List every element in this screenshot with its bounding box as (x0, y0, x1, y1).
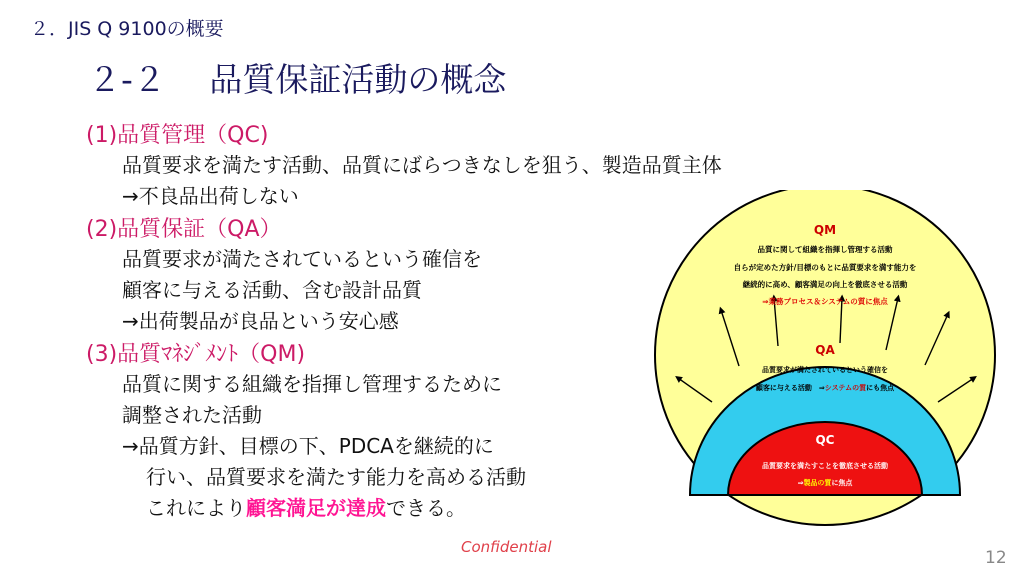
qm-focus: ⇒業務プロセス＆システムの質に焦点 (762, 297, 888, 306)
item-line: 顧客に与える活動、含む設計品質 (122, 278, 422, 302)
item-heading-qa: (2)品質保証（QA） (86, 217, 282, 242)
quality-concept-diagram (640, 190, 1000, 530)
qc-line2 (798, 478, 854, 487)
qc-line2-suffix: に焦点 (831, 479, 853, 487)
item-line-conclusion (146, 492, 466, 521)
conclusion-highlight: 顧客満足が達成 (246, 496, 386, 520)
item-line: 品質要求を満たす活動、品質にばらつきなしを狙う、製造品質主体 (122, 153, 722, 177)
qa-line2-prefix: 顧客に与える活動 ⇒ (755, 384, 825, 392)
qm-label: QM (813, 223, 837, 237)
qc-label: QC (815, 433, 835, 447)
qm-line3: 継続的に高め、顧客満足の向上を徹底させる活動 (742, 280, 908, 289)
item-line: →不良品出荷しない (122, 184, 299, 208)
item-heading-qc: (1)品質管理（QC) (86, 123, 269, 148)
confidential-label: Confidential (461, 538, 552, 556)
qc-line2-prefix: ⇒ (797, 479, 804, 487)
qc-line2-highlight: 製品の質 (803, 479, 832, 487)
item-line: →出荷製品が良品という安心感 (122, 309, 399, 333)
item-line: 品質に関する組織を指揮し管理するために (122, 372, 502, 396)
item-line: 行い、品質要求を満たす能力を高める活動 (146, 465, 526, 489)
qc-line1: 品質要求を満たすことを徹底させる活動 (762, 462, 888, 470)
item-heading-qm: (3)品質ﾏﾈｼﾞﾒﾝﾄ（QM) (86, 342, 306, 367)
qa-line2-suffix: にも焦点 (866, 384, 895, 392)
qa-label: QA (815, 343, 835, 357)
section-title: ２．JIS Q 9100の概要 (30, 18, 224, 40)
qa-line2-highlight: システムの質 (824, 384, 867, 392)
qa-line2 (756, 383, 895, 392)
qa-line1: 品質要求が満たされているという確信を (762, 366, 888, 374)
conclusion-suffix: できる。 (386, 496, 466, 520)
conclusion-prefix: これにより (146, 496, 246, 520)
item-line: →品質方針、目標の下、PDCAを継続的に (122, 434, 494, 458)
page-number: 12 (985, 548, 1007, 568)
item-line: 品質要求が満たされているという確信を (122, 247, 482, 271)
slide-title: ２-２ 品質保証活動の概念 (88, 60, 507, 99)
qm-line2: 自らが定めた方針/目標のもとに品質要求を満す能力を (733, 263, 917, 272)
item-line: 調整された活動 (122, 403, 262, 427)
qm-line1: 品質に関して組織を指揮し管理する活動 (757, 245, 893, 254)
